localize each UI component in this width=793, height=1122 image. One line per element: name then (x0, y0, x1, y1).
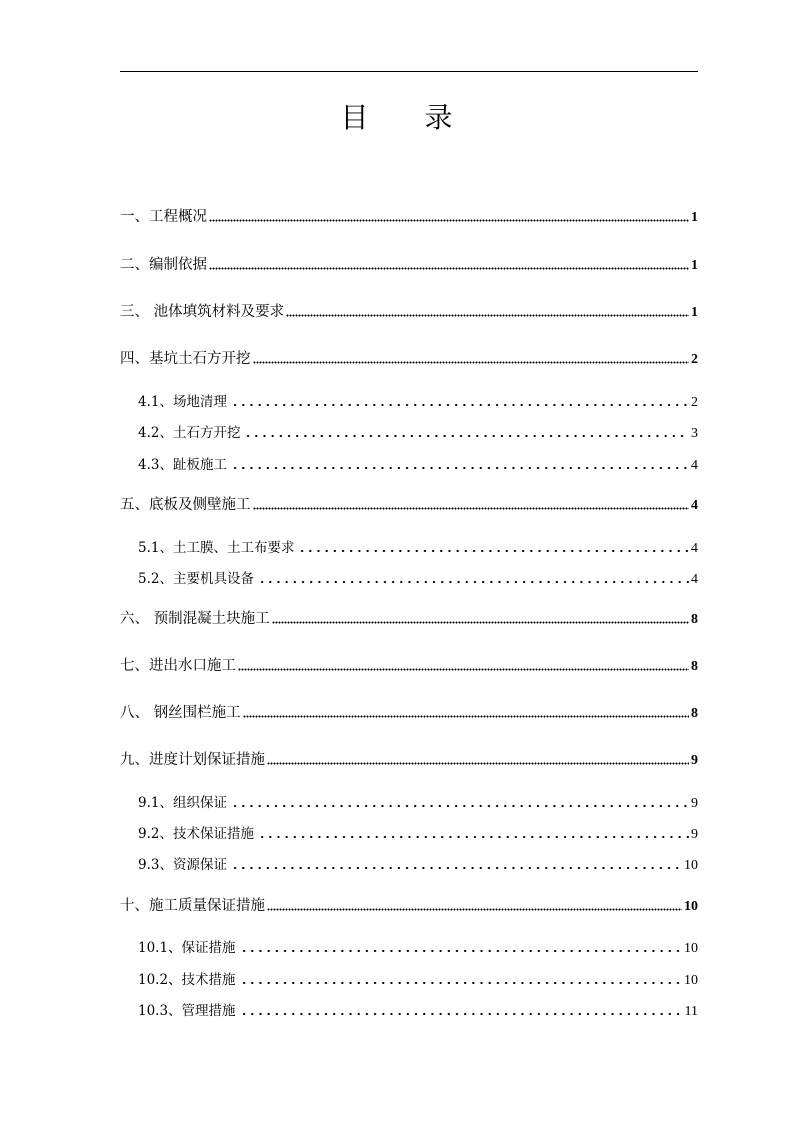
toc-entry-subsection[interactable] (120, 968, 698, 989)
toc-title-char-1: 目 (340, 101, 369, 134)
toc-entry-section[interactable] (120, 894, 698, 915)
toc-entry-label: 9.3、资源保证 (138, 857, 227, 873)
dot-leader (209, 266, 689, 270)
dot-leader (256, 580, 689, 584)
toc-entry-section[interactable] (120, 300, 698, 321)
toc-entry-subsection[interactable] (120, 822, 698, 843)
toc-entry-subsection[interactable] (120, 853, 698, 874)
dot-leader (229, 403, 689, 407)
toc-entry-section[interactable] (120, 654, 698, 675)
toc-entry-label: 4.2、土石方开挖 (138, 425, 241, 441)
toc-entry-page-number: 10 (684, 941, 698, 956)
toc-entry-label: 八、 钢丝围栏施工 (120, 705, 241, 721)
toc-entry-section[interactable] (120, 347, 698, 368)
dot-leader (243, 714, 689, 718)
toc-entry-label: 一、工程概况 (120, 209, 207, 225)
toc-entry-page-number: 10 (684, 973, 698, 988)
toc-entry-subsection[interactable] (120, 421, 698, 442)
toc-entry-page-number: 11 (684, 1004, 698, 1019)
toc-entry-label: 七、进出水口施工 (120, 658, 236, 674)
toc-entry-page-number: 2 (691, 352, 698, 367)
toc-entry-page-number: 8 (691, 659, 698, 674)
dot-leader (238, 1012, 683, 1016)
toc-entry-label: 9.2、技术保证措施 (138, 826, 254, 842)
toc-entry-label: 10.3、管理措施 (138, 1003, 236, 1019)
toc-entry-label: 十、施工质量保证措施 (120, 898, 265, 914)
dot-leader (238, 667, 689, 671)
toc-entry-page-number: 9 (691, 796, 698, 811)
toc-entry-page-number: 9 (691, 827, 698, 842)
toc-entry-page-number: 4 (691, 458, 698, 473)
toc-entry-section[interactable] (120, 205, 698, 226)
toc-entry-page-number: 1 (691, 305, 698, 320)
header-rule (120, 71, 698, 72)
toc-entry-page-number: 1 (691, 258, 698, 273)
toc-entry-label: 9.1、组织保证 (138, 795, 227, 811)
toc-entry-label: 六、 预制混凝土块施工 (120, 611, 270, 627)
toc-entry-subsection[interactable] (120, 791, 698, 812)
dot-leader (229, 466, 689, 470)
toc-entry-page-number: 3 (691, 426, 698, 441)
dot-leader (267, 907, 682, 911)
dot-leader (238, 949, 682, 953)
dot-leader (286, 313, 689, 317)
toc-entry-section[interactable] (120, 493, 698, 514)
toc-entry-page-number: 4 (691, 498, 698, 513)
dot-leader (229, 866, 682, 870)
toc-entry-subsection[interactable] (120, 936, 698, 957)
toc-entry-label: 二、编制依据 (120, 257, 207, 273)
toc-entry-label: 九、进度计划保证措施 (120, 752, 265, 768)
toc-entry-section[interactable] (120, 253, 698, 274)
toc-entry-page-number: 10 (684, 899, 698, 914)
toc-title (0, 98, 793, 138)
dot-leader (296, 549, 689, 553)
toc-entry-label: 三、 池体填筑材料及要求 (120, 304, 285, 320)
toc-entry-section[interactable] (120, 701, 698, 722)
toc-entry-page-number: 8 (691, 706, 698, 721)
toc-title-char-2: 录 (424, 101, 453, 134)
dot-leader (272, 620, 689, 624)
toc-entry-label: 四、基坑土石方开挖 (120, 351, 251, 367)
toc-entry-page-number: 2 (691, 395, 698, 410)
toc-entry-page-number: 4 (691, 572, 698, 587)
dot-leader (242, 434, 689, 438)
dot-leader (256, 835, 689, 839)
toc-entry-section[interactable] (120, 748, 698, 769)
toc-entry-subsection[interactable] (120, 999, 698, 1020)
toc-entry-page-number: 4 (691, 541, 698, 556)
toc-entry-page-number: 9 (691, 753, 698, 768)
toc-entry-section[interactable] (120, 607, 698, 628)
toc-entry-label: 4.1、场地清理 (138, 394, 227, 410)
toc-entry-label: 4.3、趾板施工 (138, 457, 227, 473)
toc-entry-page-number: 10 (684, 858, 698, 873)
dot-leader (253, 360, 690, 364)
toc-entry-label: 10.2、技术措施 (138, 972, 236, 988)
toc-entry-label: 10.1、保证措施 (138, 940, 236, 956)
toc-entry-label: 五、底板及侧壁施工 (120, 497, 251, 513)
toc-entry-label: 5.1、土工膜、土工布要求 (138, 540, 295, 556)
toc-entry-subsection[interactable] (120, 453, 698, 474)
toc-entry-subsection[interactable] (120, 536, 698, 557)
toc-entry-label: 5.2、主要机具设备 (138, 571, 254, 587)
dot-leader (267, 761, 689, 765)
toc-entry-subsection[interactable] (120, 390, 698, 411)
dot-leader (238, 981, 682, 985)
toc-entry-page-number: 1 (691, 210, 698, 225)
dot-leader (209, 218, 689, 222)
toc-entry-page-number: 8 (691, 612, 698, 627)
dot-leader (229, 804, 689, 808)
dot-leader (253, 506, 690, 510)
toc-entry-subsection[interactable] (120, 567, 698, 588)
